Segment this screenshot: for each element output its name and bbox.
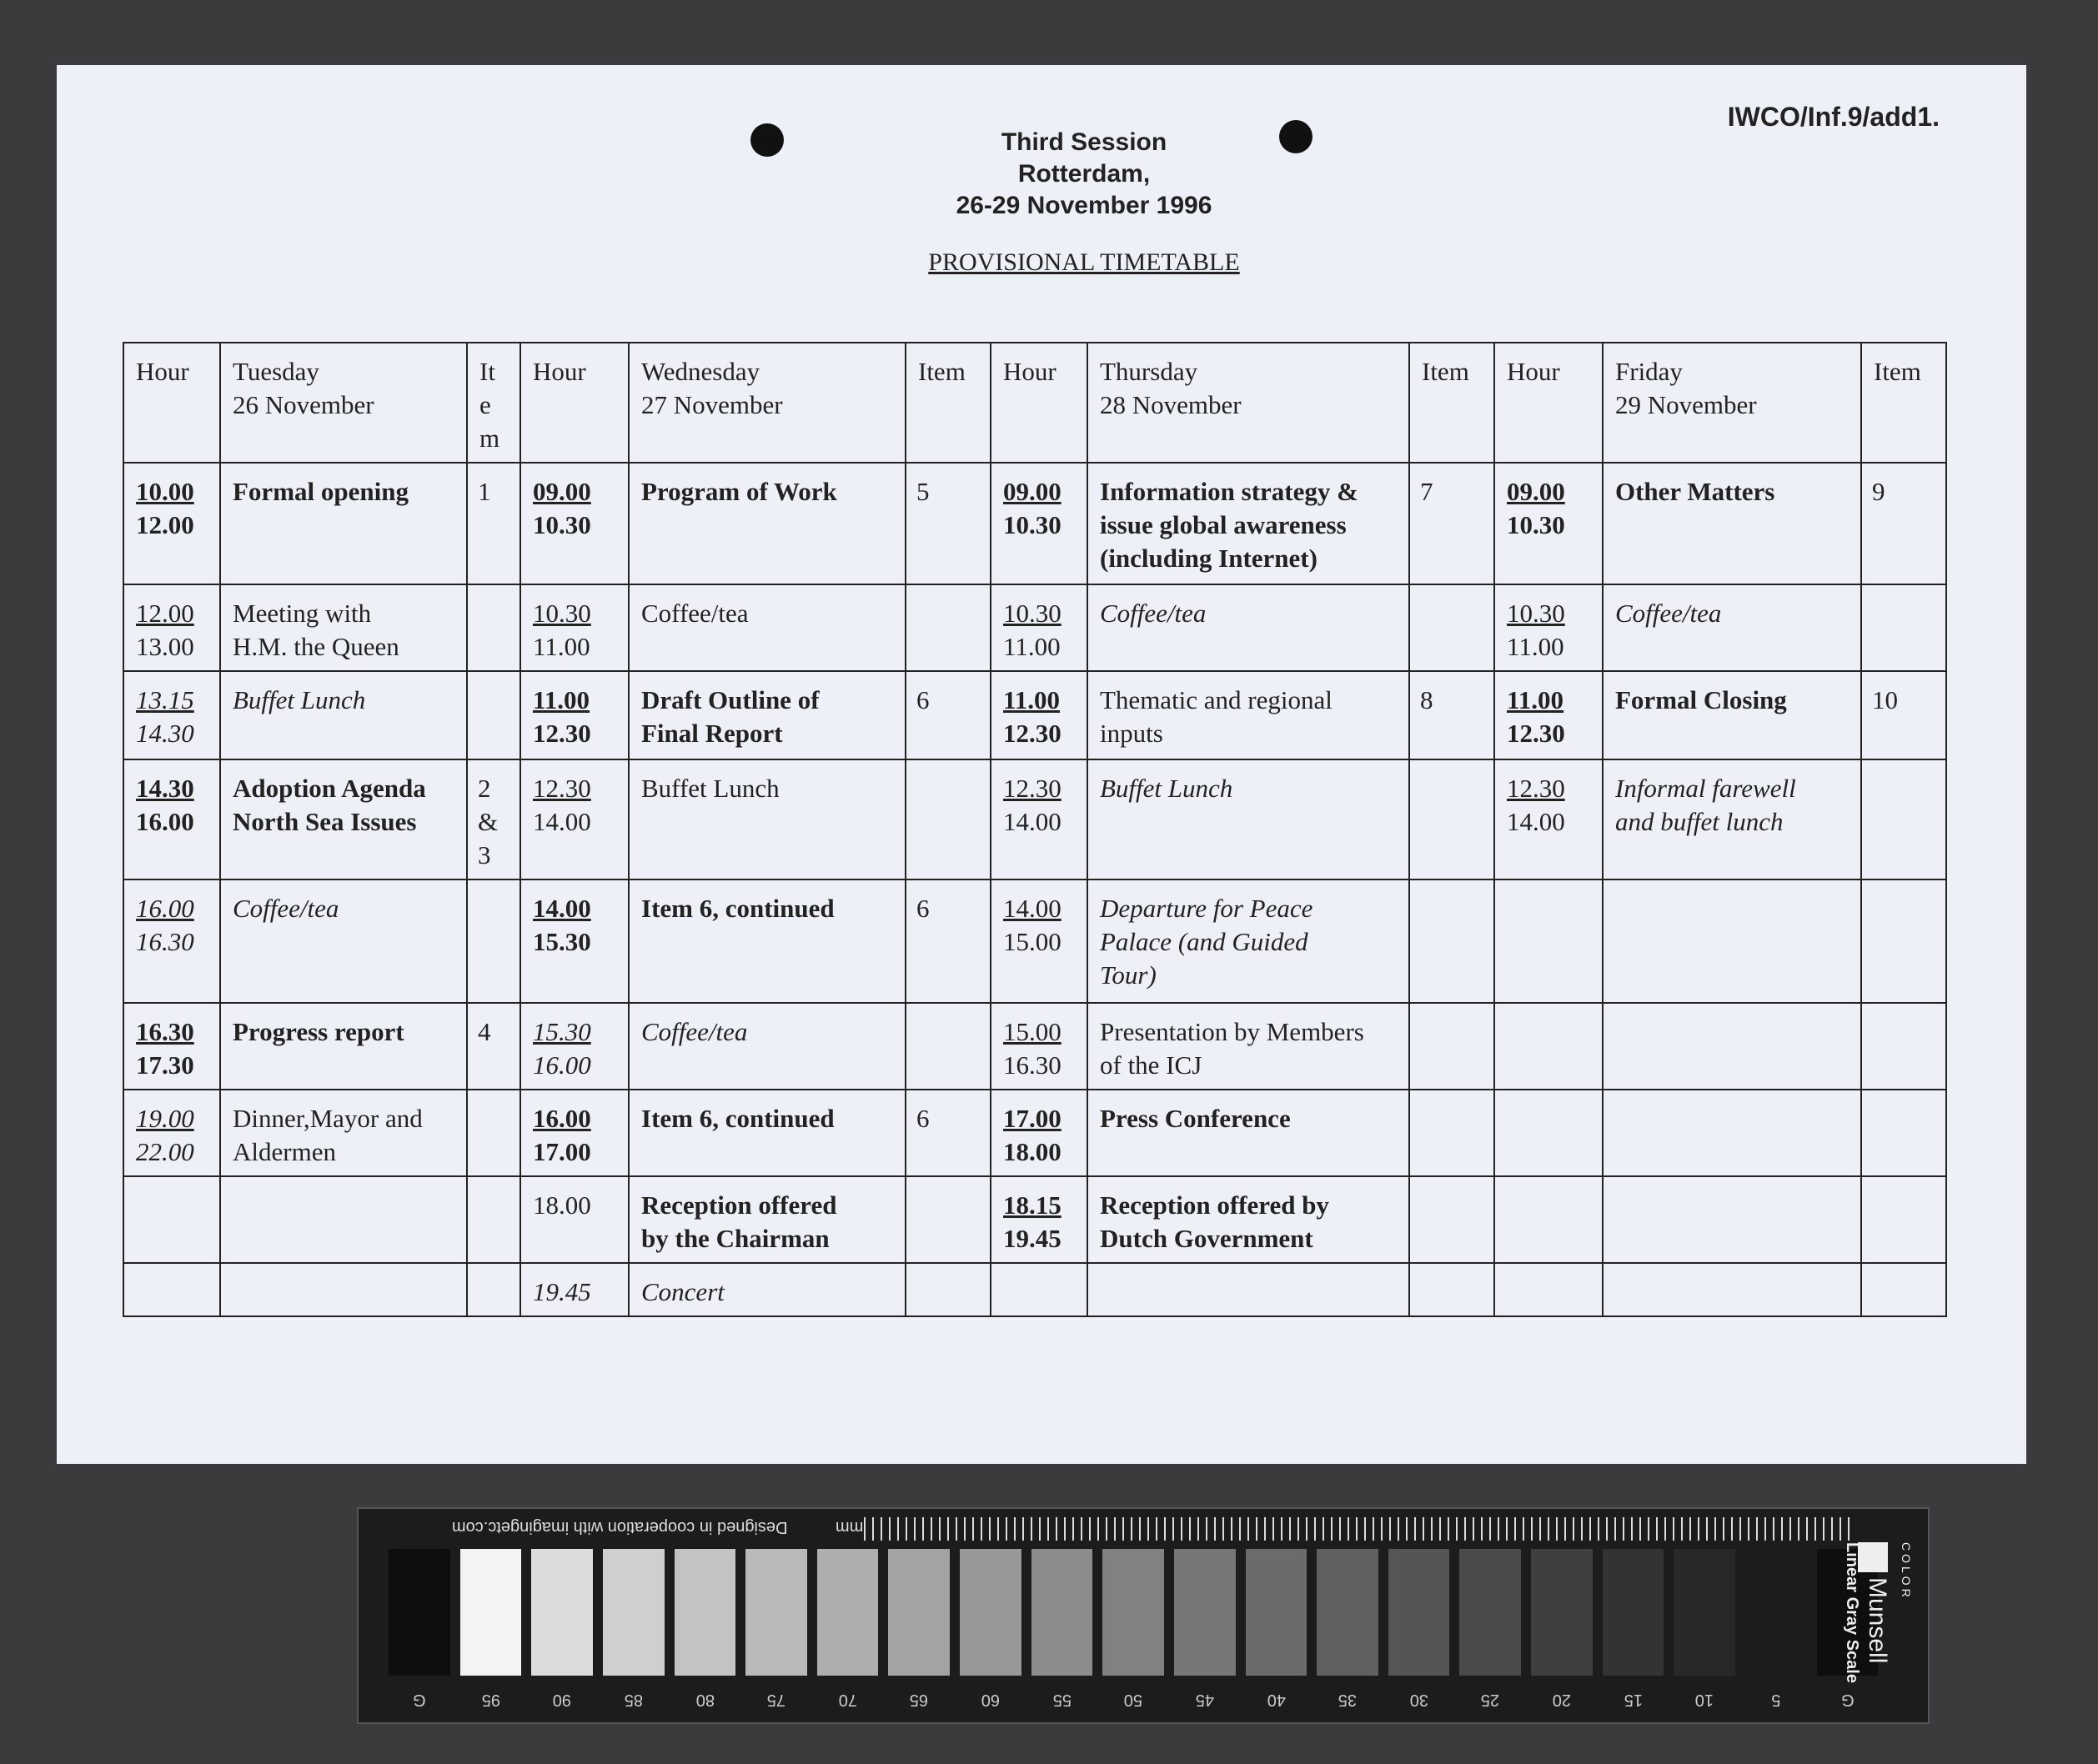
cell-friday bbox=[1603, 1090, 1861, 1176]
cell-hour: 16.00 17.00 bbox=[520, 1090, 629, 1176]
cell-tuesday: Coffee/tea bbox=[220, 879, 467, 1003]
cell-thursday: Information strategy & issue global awareness (including Internet) bbox=[1087, 463, 1409, 584]
product-name: Linear Gray Scale bbox=[1843, 1542, 1861, 1683]
cell-item bbox=[467, 879, 520, 1003]
cell-item bbox=[467, 671, 520, 759]
gray-patch-label: 35 bbox=[1338, 1691, 1358, 1709]
cell-hour: 14.30 16.00 bbox=[123, 759, 220, 879]
cell-thursday: Thematic and regional inputs bbox=[1087, 671, 1409, 759]
header-wednesday: Wednesday 27 November bbox=[629, 343, 906, 463]
cell-hour bbox=[123, 1263, 220, 1316]
timetable-row bbox=[123, 1003, 1946, 1090]
cell-item: 6 bbox=[906, 1090, 991, 1176]
header-hour: Hour bbox=[123, 343, 220, 463]
cell-friday: Coffee/tea bbox=[1603, 584, 1861, 671]
cell-hour: 17.00 18.00 bbox=[991, 1090, 1087, 1176]
header-tuesday: Tuesday 26 November bbox=[220, 343, 467, 463]
cell-item bbox=[467, 1176, 520, 1263]
cell-item: 2 & 3 bbox=[467, 759, 520, 879]
cell-wednesday: Item 6, continued bbox=[629, 1090, 906, 1176]
cell-item: 8 bbox=[1409, 671, 1494, 759]
timetable-body bbox=[123, 343, 1946, 1316]
cell-hour: 13.15 14.30 bbox=[123, 671, 220, 759]
cell-thursday: Press Conference bbox=[1087, 1090, 1409, 1176]
header-line-1: Third Session bbox=[1001, 128, 1167, 156]
timetable-title: PROVISIONAL TIMETABLE bbox=[928, 248, 1240, 276]
timetable-header-row bbox=[123, 343, 1946, 463]
gray-patch-labels bbox=[389, 1686, 1878, 1709]
header-thursday: Thursday 28 November bbox=[1087, 343, 1409, 463]
cell-item bbox=[1409, 1003, 1494, 1090]
cell-wednesday: Concert bbox=[629, 1263, 906, 1316]
gray-patch-label: 15 bbox=[1624, 1691, 1643, 1709]
cell-friday bbox=[1603, 879, 1861, 1003]
timetable-row bbox=[123, 879, 1946, 1003]
gray-patch-label: 20 bbox=[1552, 1691, 1571, 1709]
munsell-logo-icon bbox=[1858, 1542, 1888, 1572]
cell-tuesday: Dinner,Mayor and Aldermen bbox=[220, 1090, 467, 1176]
cell-item bbox=[1409, 759, 1494, 879]
cell-hour: 10.30 11.00 bbox=[520, 584, 629, 671]
cell-item bbox=[1409, 1176, 1494, 1263]
cell-hour: 14.00 15.30 bbox=[520, 879, 629, 1003]
gray-patch bbox=[1246, 1549, 1307, 1676]
cell-hour: 12.30 14.00 bbox=[520, 759, 629, 879]
cell-item bbox=[1409, 584, 1494, 671]
cell-hour bbox=[1494, 1003, 1603, 1090]
gray-patch-label: 75 bbox=[766, 1691, 786, 1709]
cell-hour: 18.15 19.45 bbox=[991, 1176, 1087, 1263]
cell-hour: 09.00 10.30 bbox=[991, 463, 1087, 584]
cell-hour: 10.30 11.00 bbox=[1494, 584, 1603, 671]
header-item: Item bbox=[1861, 343, 1946, 463]
gray-patch bbox=[1102, 1549, 1164, 1676]
cell-tuesday bbox=[220, 1176, 467, 1263]
gray-patch-label: 60 bbox=[981, 1691, 1000, 1709]
cell-hour bbox=[991, 1263, 1087, 1316]
gray-patch-label: 70 bbox=[838, 1691, 857, 1709]
gray-patch bbox=[1603, 1549, 1664, 1676]
cell-friday: Other Matters bbox=[1603, 463, 1861, 584]
cell-hour: 15.00 16.30 bbox=[991, 1003, 1087, 1090]
timetable-row bbox=[123, 1263, 1946, 1316]
cell-hour: 16.30 17.30 bbox=[123, 1003, 220, 1090]
gray-patch-label: 65 bbox=[910, 1691, 929, 1709]
gray-patch bbox=[603, 1549, 665, 1676]
cell-wednesday: Program of Work bbox=[629, 463, 906, 584]
cell-friday bbox=[1603, 1003, 1861, 1090]
gray-patch bbox=[817, 1549, 879, 1676]
gray-patch-label: G bbox=[413, 1691, 426, 1709]
timetable-row bbox=[123, 759, 1946, 879]
cell-hour: 19.45 bbox=[520, 1263, 629, 1316]
cell-item bbox=[1409, 1263, 1494, 1316]
header-item: It e m bbox=[467, 343, 520, 463]
cell-thursday: Coffee/tea bbox=[1087, 584, 1409, 671]
cell-tuesday: Progress report bbox=[220, 1003, 467, 1090]
gray-patch bbox=[1388, 1549, 1450, 1676]
cell-item bbox=[1861, 879, 1946, 1003]
gray-patch-label: 95 bbox=[481, 1691, 500, 1709]
cell-hour bbox=[1494, 1176, 1603, 1263]
cell-item: 6 bbox=[906, 671, 991, 759]
gray-patch-label: 25 bbox=[1481, 1691, 1500, 1709]
cell-friday: Informal farewell and buffet lunch bbox=[1603, 759, 1861, 879]
cell-thursday: Presentation by Members of the ICJ bbox=[1087, 1003, 1409, 1090]
cell-wednesday: Reception offered by the Chairman bbox=[629, 1176, 906, 1263]
cell-item bbox=[1861, 584, 1946, 671]
gray-patch bbox=[460, 1549, 522, 1676]
cell-tuesday bbox=[220, 1263, 467, 1316]
cell-hour: 16.00 16.30 bbox=[123, 879, 220, 1003]
cell-item: 4 bbox=[467, 1003, 520, 1090]
cell-hour: 10.00 12.00 bbox=[123, 463, 220, 584]
gray-patch-label: 40 bbox=[1267, 1691, 1286, 1709]
cell-friday: Formal Closing bbox=[1603, 671, 1861, 759]
header-item: Item bbox=[906, 343, 991, 463]
cell-item bbox=[1861, 1176, 1946, 1263]
cell-item bbox=[906, 759, 991, 879]
cell-item bbox=[1861, 1003, 1946, 1090]
timetable bbox=[123, 342, 1947, 1317]
cell-hour: 12.00 13.00 bbox=[123, 584, 220, 671]
brand-name: Munsell bbox=[1864, 1577, 1891, 1664]
munsell-brand bbox=[1841, 1539, 1916, 1706]
cell-wednesday: Draft Outline of Final Report bbox=[629, 671, 906, 759]
cell-thursday: Buffet Lunch bbox=[1087, 759, 1409, 879]
gray-patch bbox=[1031, 1549, 1093, 1676]
gray-patch bbox=[1174, 1549, 1236, 1676]
cell-hour: 09.00 10.30 bbox=[520, 463, 629, 584]
timetable-row bbox=[123, 671, 1946, 759]
cell-item: 6 bbox=[906, 879, 991, 1003]
cell-hour bbox=[1494, 1263, 1603, 1316]
cell-item bbox=[906, 1176, 991, 1263]
cell-hour: 09.00 10.30 bbox=[1494, 463, 1603, 584]
gray-patch bbox=[675, 1549, 736, 1676]
header-friday: Friday 29 November bbox=[1603, 343, 1861, 463]
cell-item bbox=[906, 1263, 991, 1316]
gray-patch-label: 90 bbox=[552, 1691, 572, 1709]
gray-patches bbox=[389, 1549, 1878, 1676]
cell-tuesday: Adoption Agenda North Sea Issues bbox=[220, 759, 467, 879]
timetable-row bbox=[123, 1176, 1946, 1263]
cell-item bbox=[906, 1003, 991, 1090]
gray-patch-label: 50 bbox=[1123, 1691, 1143, 1709]
gray-scale-card bbox=[357, 1507, 1930, 1724]
cell-hour: 18.00 bbox=[520, 1176, 629, 1263]
ruler-unit: mm bbox=[836, 1518, 864, 1536]
gray-patch-label: 5 bbox=[1771, 1691, 1781, 1709]
cell-item bbox=[906, 584, 991, 671]
cell-item bbox=[1409, 879, 1494, 1003]
cell-hour: 12.30 14.00 bbox=[991, 759, 1087, 879]
cell-item bbox=[1861, 759, 1946, 879]
cell-item: 7 bbox=[1409, 463, 1494, 584]
cell-tuesday: Buffet Lunch bbox=[220, 671, 467, 759]
cell-hour: 15.30 16.00 bbox=[520, 1003, 629, 1090]
gray-patch bbox=[960, 1549, 1021, 1676]
gray-patch-label: 85 bbox=[624, 1691, 643, 1709]
cell-wednesday: Buffet Lunch bbox=[629, 759, 906, 879]
cell-item bbox=[1861, 1263, 1946, 1316]
gray-patch bbox=[1317, 1549, 1378, 1676]
document-reference: IWCO/Inf.9/add1. bbox=[1727, 102, 1940, 132]
cell-wednesday: Item 6, continued bbox=[629, 879, 906, 1003]
cell-thursday bbox=[1087, 1263, 1409, 1316]
cell-hour bbox=[123, 1176, 220, 1263]
cell-item: 9 bbox=[1861, 463, 1946, 584]
cell-item: 5 bbox=[906, 463, 991, 584]
cell-wednesday: Coffee/tea bbox=[629, 584, 906, 671]
header-hour: Hour bbox=[520, 343, 629, 463]
header-line-2: Rotterdam, bbox=[1017, 160, 1151, 188]
gray-patch bbox=[389, 1549, 450, 1676]
cell-thursday: Departure for Peace Palace (and Guided Tour) bbox=[1087, 879, 1409, 1003]
cell-friday bbox=[1603, 1263, 1861, 1316]
header-line-3: 26-29 November 1996 bbox=[956, 192, 1212, 219]
gray-patch bbox=[1531, 1549, 1593, 1676]
timetable-row bbox=[123, 584, 1946, 671]
cell-hour: 12.30 14.00 bbox=[1494, 759, 1603, 879]
cell-hour: 11.00 12.30 bbox=[1494, 671, 1603, 759]
cell-item bbox=[1409, 1090, 1494, 1176]
header-hour: Hour bbox=[1494, 343, 1603, 463]
brand-sub: COLOR bbox=[1900, 1542, 1913, 1601]
gray-patch bbox=[1745, 1549, 1807, 1676]
gray-patch-label: 80 bbox=[695, 1691, 715, 1709]
gray-patch bbox=[745, 1549, 807, 1676]
cell-hour: 10.30 11.00 bbox=[991, 584, 1087, 671]
cell-hour: 14.00 15.00 bbox=[991, 879, 1087, 1003]
cell-hour bbox=[1494, 1090, 1603, 1176]
gray-patch-label: 30 bbox=[1409, 1691, 1428, 1709]
gray-patch bbox=[888, 1549, 950, 1676]
cell-item bbox=[467, 1263, 520, 1316]
cell-item bbox=[1861, 1090, 1946, 1176]
cell-item bbox=[467, 1090, 520, 1176]
cell-friday bbox=[1603, 1176, 1861, 1263]
gray-patch-label: 55 bbox=[1052, 1691, 1072, 1709]
cell-hour: 11.00 12.30 bbox=[991, 671, 1087, 759]
header-hour: Hour bbox=[991, 343, 1087, 463]
cell-item: 10 bbox=[1861, 671, 1946, 759]
gray-patch bbox=[1459, 1549, 1521, 1676]
timetable-row bbox=[123, 463, 1946, 584]
cell-tuesday: Formal opening bbox=[220, 463, 467, 584]
gray-patch-label: G bbox=[1840, 1691, 1855, 1709]
cell-tuesday: Meeting with H.M. the Queen bbox=[220, 584, 467, 671]
gray-patch bbox=[1674, 1549, 1735, 1676]
cell-thursday: Reception offered by Dutch Government bbox=[1087, 1176, 1409, 1263]
cell-hour: 19.00 22.00 bbox=[123, 1090, 220, 1176]
cell-item: 1 bbox=[467, 463, 520, 584]
cell-wednesday: Coffee/tea bbox=[629, 1003, 906, 1090]
millimeter-ruler bbox=[864, 1517, 1856, 1541]
gray-patch-label: 10 bbox=[1694, 1691, 1714, 1709]
timetable-row bbox=[123, 1090, 1946, 1176]
cell-hour: 11.00 12.30 bbox=[520, 671, 629, 759]
cell-item bbox=[467, 584, 520, 671]
gray-patch bbox=[531, 1549, 593, 1676]
cell-hour bbox=[1494, 879, 1603, 1003]
header-item: Item bbox=[1409, 343, 1494, 463]
gray-scale-credit: Designed in cooperation with imagingetc.com bbox=[452, 1518, 788, 1536]
gray-patch-label: 45 bbox=[1195, 1691, 1214, 1709]
session-header bbox=[750, 127, 1418, 222]
